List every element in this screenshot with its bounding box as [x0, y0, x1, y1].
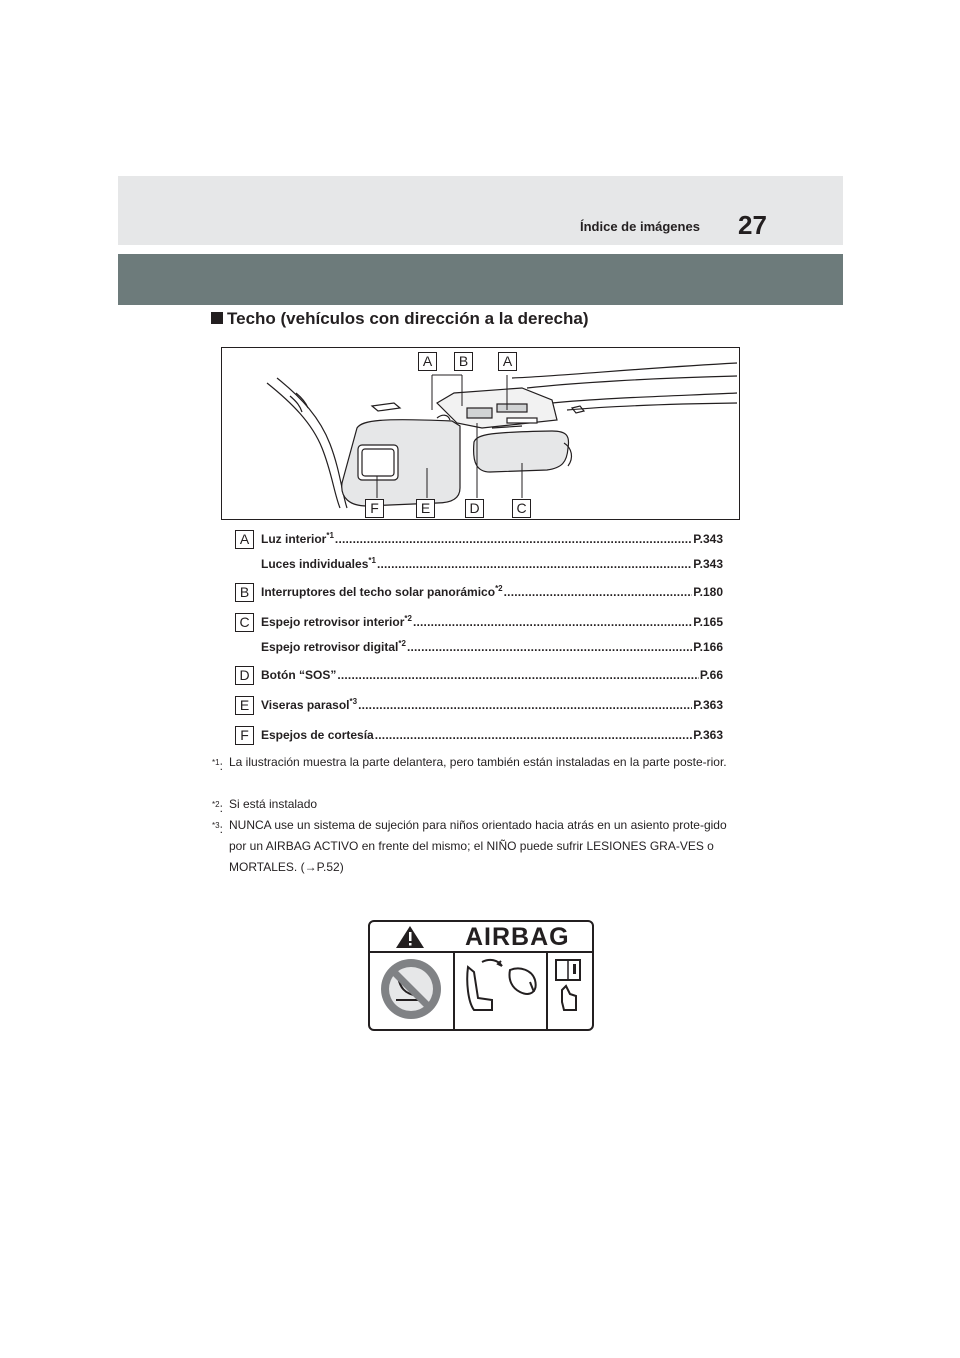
figure-label-a: A: [498, 352, 517, 371]
list-entry: Botón “SOS” ..... P.66: [261, 668, 723, 682]
header-bar: [118, 176, 843, 245]
footnote: $^{*3}$: NUNCA use un sistema de sujeción para niños orientado hacia atrás en un asiento prote-gido por un AIRBAG ACTIVO en frente del mismo; el NIÑO puede sufrir LESIONES GRA-VES o MORTALES. (→P.52): [212, 818, 727, 874]
figure-label-d: D: [465, 499, 484, 518]
list-entry: Interruptores del techo solar panorámico$^{*2}$ ..... P.180: [261, 585, 723, 599]
list-entry: Luz interior$^{*1}$ ..... P.343: [261, 532, 723, 546]
roof-drawing: [222, 348, 739, 519]
list-entry: Viseras parasol$^{*3}$ ..... P.363: [261, 698, 723, 712]
subheading: Techo (vehículos con dirección a la derecha): [211, 309, 589, 329]
figure-label-a: A: [418, 352, 437, 371]
airbag-warning-label: [368, 920, 594, 1031]
list-entry: Espejo retrovisor digital$^{*2}$ ..... P.166: [261, 640, 723, 654]
page-ref-link[interactable]: P.66: [699, 668, 723, 682]
figure-label-f: F: [365, 499, 384, 518]
item-badge-e: E: [235, 696, 254, 715]
page-ref-link[interactable]: P.165: [693, 615, 723, 629]
list-entry: Espejo retrovisor interior$^{*2}$ ..... P.165: [261, 615, 723, 629]
item-badge-d: D: [235, 666, 254, 685]
header-band: [118, 254, 843, 305]
figure-label-c: C: [512, 499, 531, 518]
page-ref-link[interactable]: P.343: [693, 532, 723, 546]
footnote: $^{*2}$: Si está instalado: [212, 797, 318, 815]
page-ref-link[interactable]: P.363: [693, 698, 723, 712]
figure-label-b: B: [454, 352, 473, 371]
figure-label-e: E: [416, 499, 435, 518]
item-badge-c: C: [235, 613, 254, 632]
list-entry: Luces individuales$^{*1}$ ..... P.343: [261, 557, 723, 571]
item-badge-f: F: [235, 726, 254, 745]
page-ref-link[interactable]: P.343: [693, 557, 723, 571]
item-badge-b: B: [235, 583, 254, 602]
page-number: 27: [738, 210, 767, 240]
page-ref-link[interactable]: P.166: [693, 640, 723, 654]
roof-illustration: [221, 347, 740, 520]
footnote: $^{*1}$: La ilustración muestra la parte delantera, pero también están instaladas en la parte poste-rior.: [212, 755, 727, 773]
section-title: Índice de imágenes: [580, 219, 700, 234]
page-ref-link[interactable]: P.180: [693, 585, 723, 599]
square-bullet-icon: [211, 312, 223, 324]
page-ref-link[interactable]: P.363: [693, 728, 723, 742]
list-entry: Espejos de cortesía ..... P.363: [261, 728, 723, 742]
item-badge-a: A: [235, 530, 254, 549]
airbag-title: AIRBAG: [465, 923, 570, 951]
